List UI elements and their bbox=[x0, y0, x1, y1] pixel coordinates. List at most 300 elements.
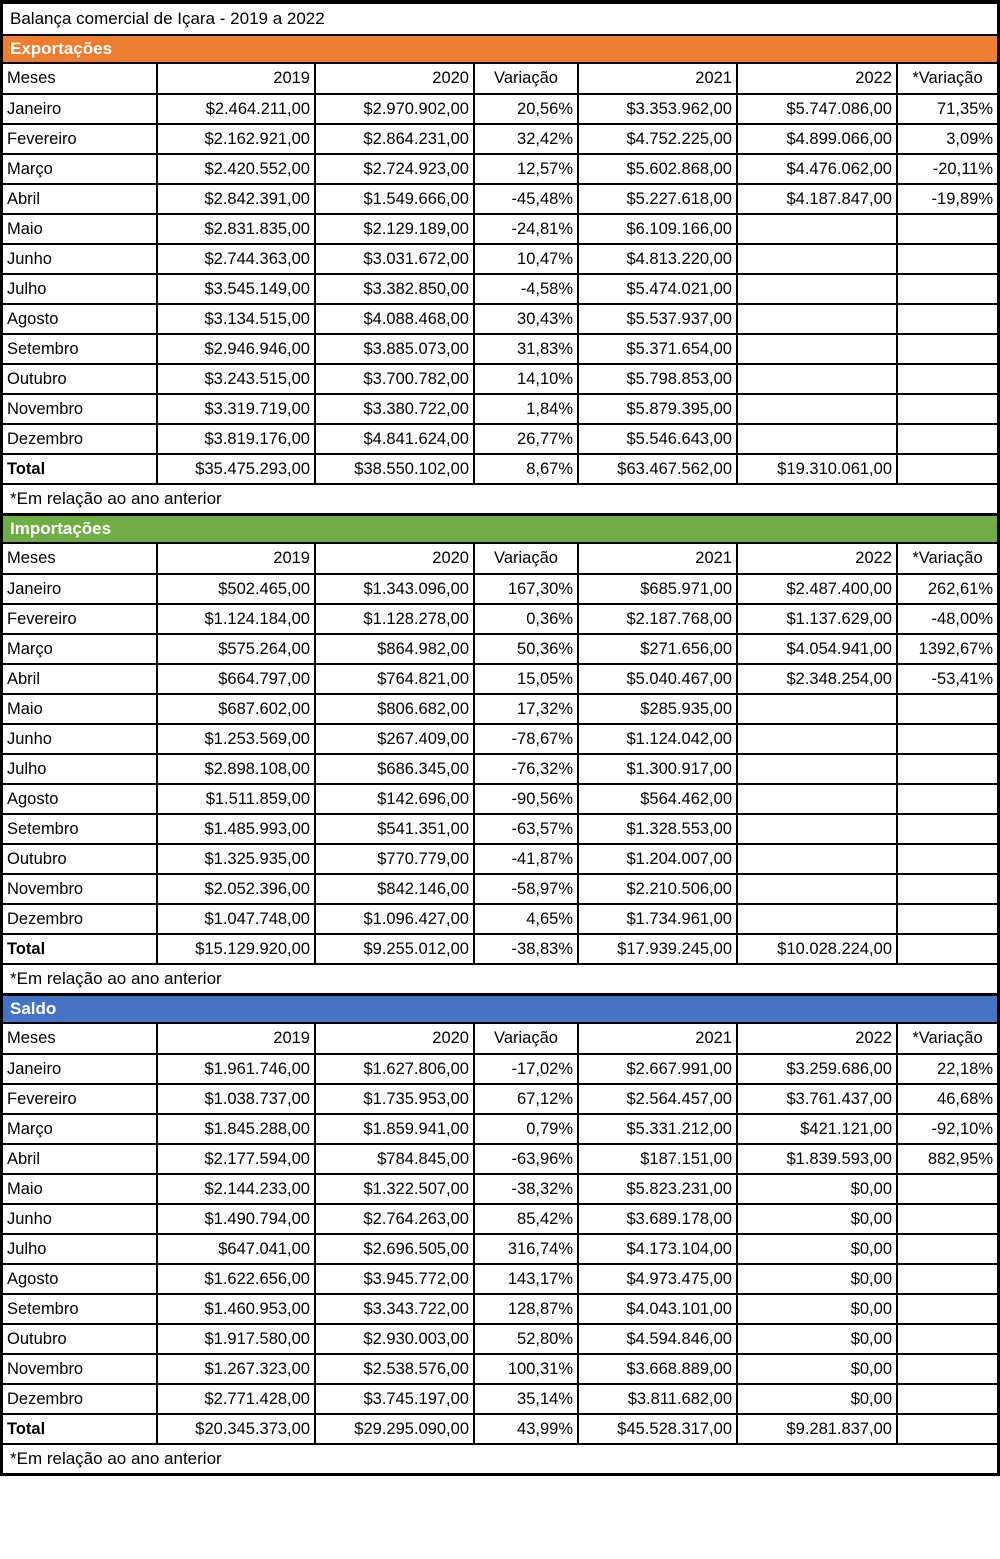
table-row bbox=[3, 694, 997, 724]
column-header: *Variação bbox=[897, 1024, 997, 1054]
total-cell: $45.528.317,00 bbox=[578, 1414, 737, 1444]
total-cell: 8,67% bbox=[474, 454, 578, 484]
total-cell: $17.939.245,00 bbox=[578, 934, 737, 964]
month-cell: Setembro bbox=[3, 334, 157, 364]
value-cell: $2.420.552,00 bbox=[157, 154, 315, 184]
value-cell: $2.464.211,00 bbox=[157, 94, 315, 124]
value-cell bbox=[897, 334, 997, 364]
table-row bbox=[3, 574, 997, 604]
column-header: 2019 bbox=[157, 64, 315, 94]
table-row bbox=[3, 604, 997, 634]
footnote: *Em relação ao ano anterior bbox=[10, 1449, 222, 1468]
column-header: Meses bbox=[3, 544, 157, 574]
value-cell: $1.267.323,00 bbox=[157, 1354, 315, 1384]
value-cell: $1.917.580,00 bbox=[157, 1324, 315, 1354]
value-cell bbox=[737, 304, 897, 334]
total-cell: 43,99% bbox=[474, 1414, 578, 1444]
value-cell: $5.537.937,00 bbox=[578, 304, 737, 334]
value-cell: 26,77% bbox=[474, 424, 578, 454]
value-cell: $3.545.149,00 bbox=[157, 274, 315, 304]
value-cell bbox=[897, 214, 997, 244]
value-cell: $806.682,00 bbox=[315, 694, 474, 724]
value-cell: $0,00 bbox=[737, 1204, 897, 1234]
value-cell: $1.627.806,00 bbox=[315, 1054, 474, 1084]
value-cell: 1,84% bbox=[474, 394, 578, 424]
value-cell: $421.121,00 bbox=[737, 1114, 897, 1144]
month-cell: Dezembro bbox=[3, 904, 157, 934]
table-row bbox=[3, 184, 997, 214]
value-cell: $647.041,00 bbox=[157, 1234, 315, 1264]
value-cell: $1.038.737,00 bbox=[157, 1084, 315, 1114]
value-cell: $1.253.569,00 bbox=[157, 724, 315, 754]
table-body bbox=[3, 94, 997, 454]
value-cell: -92,10% bbox=[897, 1114, 997, 1144]
value-cell: $0,00 bbox=[737, 1234, 897, 1264]
value-cell: 128,87% bbox=[474, 1294, 578, 1324]
table-row bbox=[3, 814, 997, 844]
value-cell: $187.151,00 bbox=[578, 1144, 737, 1174]
value-cell: $1.485.993,00 bbox=[157, 814, 315, 844]
value-cell: $2.771.428,00 bbox=[157, 1384, 315, 1414]
table-row bbox=[3, 754, 997, 784]
table-row bbox=[3, 274, 997, 304]
value-cell: $4.054.941,00 bbox=[737, 634, 897, 664]
value-cell: $842.146,00 bbox=[315, 874, 474, 904]
value-cell bbox=[897, 424, 997, 454]
value-cell: $3.353.962,00 bbox=[578, 94, 737, 124]
value-cell: $6.109.166,00 bbox=[578, 214, 737, 244]
value-cell: -19,89% bbox=[897, 184, 997, 214]
value-cell: $5.227.618,00 bbox=[578, 184, 737, 214]
table-row bbox=[3, 1174, 997, 1204]
month-cell: Janeiro bbox=[3, 94, 157, 124]
value-cell: 46,68% bbox=[897, 1084, 997, 1114]
value-cell: $0,00 bbox=[737, 1174, 897, 1204]
value-cell: 17,32% bbox=[474, 694, 578, 724]
value-cell bbox=[897, 304, 997, 334]
total-cell: $63.467.562,00 bbox=[578, 454, 737, 484]
value-cell: 30,43% bbox=[474, 304, 578, 334]
section-importacoes bbox=[3, 516, 997, 996]
section-header-importacoes: Importações bbox=[3, 516, 997, 544]
month-cell: Janeiro bbox=[3, 574, 157, 604]
value-cell bbox=[737, 424, 897, 454]
column-header: 2020 bbox=[315, 1024, 474, 1054]
total-cell: $9.281.837,00 bbox=[737, 1414, 897, 1444]
value-cell: $2.177.594,00 bbox=[157, 1144, 315, 1174]
value-cell: $285.935,00 bbox=[578, 694, 737, 724]
month-cell: Junho bbox=[3, 244, 157, 274]
value-cell: $5.747.086,00 bbox=[737, 94, 897, 124]
table-row bbox=[3, 664, 997, 694]
month-cell: Outubro bbox=[3, 1324, 157, 1354]
value-cell: $4.973.475,00 bbox=[578, 1264, 737, 1294]
value-cell bbox=[897, 904, 997, 934]
value-cell: -76,32% bbox=[474, 754, 578, 784]
value-cell: $5.879.395,00 bbox=[578, 394, 737, 424]
value-cell: $575.264,00 bbox=[157, 634, 315, 664]
column-header: 2020 bbox=[315, 544, 474, 574]
value-cell: $2.898.108,00 bbox=[157, 754, 315, 784]
column-header: Variação bbox=[474, 64, 578, 94]
month-cell: Junho bbox=[3, 724, 157, 754]
table-row bbox=[3, 244, 997, 274]
total-cell: -38,83% bbox=[474, 934, 578, 964]
value-cell: $3.745.197,00 bbox=[315, 1384, 474, 1414]
value-cell: 85,42% bbox=[474, 1204, 578, 1234]
value-cell: -4,58% bbox=[474, 274, 578, 304]
month-cell: Abril bbox=[3, 184, 157, 214]
month-cell: Dezembro bbox=[3, 424, 157, 454]
value-cell: 35,14% bbox=[474, 1384, 578, 1414]
table-row bbox=[3, 124, 997, 154]
column-header: Meses bbox=[3, 1024, 157, 1054]
value-cell: $3.382.850,00 bbox=[315, 274, 474, 304]
value-cell: $4.173.104,00 bbox=[578, 1234, 737, 1264]
value-cell: $2.930.003,00 bbox=[315, 1324, 474, 1354]
value-cell: $687.602,00 bbox=[157, 694, 315, 724]
table-row bbox=[3, 724, 997, 754]
month-cell: Setembro bbox=[3, 1294, 157, 1324]
table-row bbox=[3, 1054, 997, 1084]
value-cell: 167,30% bbox=[474, 574, 578, 604]
value-cell: $1.128.278,00 bbox=[315, 604, 474, 634]
table-row bbox=[3, 1384, 997, 1414]
table-row bbox=[3, 154, 997, 184]
value-cell: $2.187.768,00 bbox=[578, 604, 737, 634]
value-cell bbox=[897, 1384, 997, 1414]
total-cell: $10.028.224,00 bbox=[737, 934, 897, 964]
value-cell bbox=[897, 814, 997, 844]
value-cell: $2.564.457,00 bbox=[578, 1084, 737, 1114]
value-cell: $5.798.853,00 bbox=[578, 364, 737, 394]
header-row bbox=[3, 64, 997, 94]
month-cell: Julho bbox=[3, 274, 157, 304]
value-cell bbox=[737, 724, 897, 754]
value-cell: $1.124.184,00 bbox=[157, 604, 315, 634]
total-row bbox=[3, 934, 997, 964]
value-cell bbox=[897, 754, 997, 784]
value-cell: $2.842.391,00 bbox=[157, 184, 315, 214]
table-row bbox=[3, 1324, 997, 1354]
month-cell: Agosto bbox=[3, 304, 157, 334]
value-cell: $3.134.515,00 bbox=[157, 304, 315, 334]
value-cell: $2.744.363,00 bbox=[157, 244, 315, 274]
table-row bbox=[3, 1354, 997, 1384]
value-cell: $2.487.400,00 bbox=[737, 574, 897, 604]
value-cell: $2.210.506,00 bbox=[578, 874, 737, 904]
value-cell: $0,00 bbox=[737, 1264, 897, 1294]
total-cell: $38.550.102,00 bbox=[315, 454, 474, 484]
value-cell: $1.490.794,00 bbox=[157, 1204, 315, 1234]
total-cell: $9.255.012,00 bbox=[315, 934, 474, 964]
value-cell: $5.040.467,00 bbox=[578, 664, 737, 694]
value-cell: $1.511.859,00 bbox=[157, 784, 315, 814]
value-cell: $541.351,00 bbox=[315, 814, 474, 844]
value-cell: $271.656,00 bbox=[578, 634, 737, 664]
value-cell: 143,17% bbox=[474, 1264, 578, 1294]
value-cell bbox=[737, 814, 897, 844]
month-cell: Novembro bbox=[3, 394, 157, 424]
value-cell: $4.752.225,00 bbox=[578, 124, 737, 154]
month-cell: Outubro bbox=[3, 364, 157, 394]
value-cell: $0,00 bbox=[737, 1354, 897, 1384]
month-cell: Agosto bbox=[3, 1264, 157, 1294]
total-cell: $35.475.293,00 bbox=[157, 454, 315, 484]
value-cell: -45,48% bbox=[474, 184, 578, 214]
value-cell: $142.696,00 bbox=[315, 784, 474, 814]
footnote: *Em relação ao ano anterior bbox=[3, 965, 997, 996]
column-header: 2022 bbox=[737, 544, 897, 574]
value-cell bbox=[737, 784, 897, 814]
value-cell: $3.689.178,00 bbox=[578, 1204, 737, 1234]
month-cell: Janeiro bbox=[3, 1054, 157, 1084]
month-cell: Novembro bbox=[3, 874, 157, 904]
total-cell bbox=[897, 454, 997, 484]
column-header: *Variação bbox=[897, 544, 997, 574]
value-cell: 14,10% bbox=[474, 364, 578, 394]
value-cell: $1.325.935,00 bbox=[157, 844, 315, 874]
value-cell: 71,35% bbox=[897, 94, 997, 124]
value-cell: $3.945.772,00 bbox=[315, 1264, 474, 1294]
value-cell: -20,11% bbox=[897, 154, 997, 184]
value-cell: $4.899.066,00 bbox=[737, 124, 897, 154]
table-row bbox=[3, 844, 997, 874]
page-title: Balança comercial de Içara - 2019 a 2022 bbox=[3, 4, 997, 36]
column-header: 2020 bbox=[315, 64, 474, 94]
value-cell: $2.970.902,00 bbox=[315, 94, 474, 124]
table-row bbox=[3, 904, 997, 934]
value-cell: $685.971,00 bbox=[578, 574, 737, 604]
value-cell: $3.319.719,00 bbox=[157, 394, 315, 424]
total-cell: Total bbox=[3, 934, 157, 964]
month-cell: Julho bbox=[3, 754, 157, 784]
value-cell: $2.538.576,00 bbox=[315, 1354, 474, 1384]
value-cell bbox=[737, 334, 897, 364]
value-cell: $2.864.231,00 bbox=[315, 124, 474, 154]
value-cell bbox=[897, 724, 997, 754]
column-header: 2021 bbox=[578, 64, 737, 94]
value-cell: $1.137.629,00 bbox=[737, 604, 897, 634]
table-row bbox=[3, 784, 997, 814]
value-cell: $2.724.923,00 bbox=[315, 154, 474, 184]
value-cell: 100,31% bbox=[474, 1354, 578, 1384]
table-row bbox=[3, 1114, 997, 1144]
column-header: *Variação bbox=[897, 64, 997, 94]
value-cell: $2.831.835,00 bbox=[157, 214, 315, 244]
header-row bbox=[3, 1024, 997, 1054]
total-cell: Total bbox=[3, 454, 157, 484]
value-cell bbox=[897, 1174, 997, 1204]
table-row bbox=[3, 1294, 997, 1324]
month-cell: Maio bbox=[3, 214, 157, 244]
value-cell: $0,00 bbox=[737, 1324, 897, 1354]
column-header: 2019 bbox=[157, 1024, 315, 1054]
value-cell: -41,87% bbox=[474, 844, 578, 874]
value-cell bbox=[737, 694, 897, 724]
value-cell bbox=[737, 244, 897, 274]
month-cell: Maio bbox=[3, 1174, 157, 1204]
value-cell: 882,95% bbox=[897, 1144, 997, 1174]
month-cell: Agosto bbox=[3, 784, 157, 814]
value-cell: $1.322.507,00 bbox=[315, 1174, 474, 1204]
value-cell: 22,18% bbox=[897, 1054, 997, 1084]
month-cell: Abril bbox=[3, 1144, 157, 1174]
value-cell: 0,36% bbox=[474, 604, 578, 634]
value-cell: -63,57% bbox=[474, 814, 578, 844]
value-cell: $5.823.231,00 bbox=[578, 1174, 737, 1204]
value-cell: $2.129.189,00 bbox=[315, 214, 474, 244]
value-cell: $5.331.212,00 bbox=[578, 1114, 737, 1144]
column-header: Meses bbox=[3, 64, 157, 94]
value-cell: $1.859.941,00 bbox=[315, 1114, 474, 1144]
value-cell: $3.811.682,00 bbox=[578, 1384, 737, 1414]
value-cell: $1.961.746,00 bbox=[157, 1054, 315, 1084]
value-cell: $2.696.505,00 bbox=[315, 1234, 474, 1264]
value-cell: $1.734.961,00 bbox=[578, 904, 737, 934]
value-cell: $3.761.437,00 bbox=[737, 1084, 897, 1114]
value-cell: $502.465,00 bbox=[157, 574, 315, 604]
value-cell: $664.797,00 bbox=[157, 664, 315, 694]
value-cell: $0,00 bbox=[737, 1384, 897, 1414]
value-cell: $5.602.868,00 bbox=[578, 154, 737, 184]
value-cell bbox=[897, 874, 997, 904]
value-cell bbox=[737, 844, 897, 874]
value-cell: 316,74% bbox=[474, 1234, 578, 1264]
value-cell: $4.187.847,00 bbox=[737, 184, 897, 214]
month-cell: Abril bbox=[3, 664, 157, 694]
value-cell: $1.622.656,00 bbox=[157, 1264, 315, 1294]
value-cell: -58,97% bbox=[474, 874, 578, 904]
value-cell: $2.162.921,00 bbox=[157, 124, 315, 154]
value-cell bbox=[897, 1234, 997, 1264]
header-row bbox=[3, 544, 997, 574]
footnote: *Em relação ao ano anterior bbox=[3, 485, 997, 516]
table-row bbox=[3, 1144, 997, 1174]
value-cell: $686.345,00 bbox=[315, 754, 474, 784]
value-cell: $4.841.624,00 bbox=[315, 424, 474, 454]
value-cell: $3.668.889,00 bbox=[578, 1354, 737, 1384]
value-cell bbox=[737, 214, 897, 244]
value-cell: 10,47% bbox=[474, 244, 578, 274]
value-cell: 12,57% bbox=[474, 154, 578, 184]
value-cell: $5.371.654,00 bbox=[578, 334, 737, 364]
month-cell: Setembro bbox=[3, 814, 157, 844]
value-cell: 50,36% bbox=[474, 634, 578, 664]
value-cell: $1.124.042,00 bbox=[578, 724, 737, 754]
value-cell bbox=[897, 394, 997, 424]
value-cell: $784.845,00 bbox=[315, 1144, 474, 1174]
value-cell bbox=[737, 904, 897, 934]
value-cell: $770.779,00 bbox=[315, 844, 474, 874]
value-cell: -24,81% bbox=[474, 214, 578, 244]
value-cell: $3.343.722,00 bbox=[315, 1294, 474, 1324]
value-cell bbox=[897, 1294, 997, 1324]
value-cell bbox=[897, 244, 997, 274]
value-cell: $1.328.553,00 bbox=[578, 814, 737, 844]
value-cell: $5.546.643,00 bbox=[578, 424, 737, 454]
value-cell: 32,42% bbox=[474, 124, 578, 154]
value-cell: $3.885.073,00 bbox=[315, 334, 474, 364]
value-cell: $4.088.468,00 bbox=[315, 304, 474, 334]
value-cell: -48,00% bbox=[897, 604, 997, 634]
value-cell: $1.460.953,00 bbox=[157, 1294, 315, 1324]
month-cell: Fevereiro bbox=[3, 604, 157, 634]
value-cell: $1.047.748,00 bbox=[157, 904, 315, 934]
total-cell: $15.129.920,00 bbox=[157, 934, 315, 964]
total-row bbox=[3, 1414, 997, 1444]
exportacoes-table bbox=[3, 64, 997, 485]
month-cell: Junho bbox=[3, 1204, 157, 1234]
value-cell: $4.594.846,00 bbox=[578, 1324, 737, 1354]
value-cell: $4.476.062,00 bbox=[737, 154, 897, 184]
value-cell: $0,00 bbox=[737, 1294, 897, 1324]
total-cell bbox=[897, 934, 997, 964]
value-cell: $1.839.593,00 bbox=[737, 1144, 897, 1174]
value-cell: $3.700.782,00 bbox=[315, 364, 474, 394]
value-cell bbox=[897, 1204, 997, 1234]
table-row bbox=[3, 364, 997, 394]
table-body bbox=[3, 1054, 997, 1414]
section-exportacoes bbox=[3, 36, 997, 516]
total-cell: $20.345.373,00 bbox=[157, 1414, 315, 1444]
value-cell: $3.380.722,00 bbox=[315, 394, 474, 424]
table-row bbox=[3, 304, 997, 334]
section-header-saldo: Saldo bbox=[3, 996, 997, 1024]
month-cell: Novembro bbox=[3, 1354, 157, 1384]
value-cell bbox=[737, 364, 897, 394]
month-cell: Maio bbox=[3, 694, 157, 724]
value-cell: $2.667.991,00 bbox=[578, 1054, 737, 1084]
value-cell bbox=[897, 364, 997, 394]
value-cell: 3,09% bbox=[897, 124, 997, 154]
value-cell: 15,05% bbox=[474, 664, 578, 694]
table-row bbox=[3, 1234, 997, 1264]
value-cell: $1.204.007,00 bbox=[578, 844, 737, 874]
month-cell: Outubro bbox=[3, 844, 157, 874]
value-cell: 262,61% bbox=[897, 574, 997, 604]
value-cell bbox=[897, 844, 997, 874]
table-row bbox=[3, 1264, 997, 1294]
value-cell: $267.409,00 bbox=[315, 724, 474, 754]
value-cell: $1.549.666,00 bbox=[315, 184, 474, 214]
value-cell bbox=[897, 1264, 997, 1294]
value-cell: $1.845.288,00 bbox=[157, 1114, 315, 1144]
value-cell: $564.462,00 bbox=[578, 784, 737, 814]
importacoes-table bbox=[3, 544, 997, 965]
value-cell: $764.821,00 bbox=[315, 664, 474, 694]
month-cell: Dezembro bbox=[3, 1384, 157, 1414]
value-cell: 67,12% bbox=[474, 1084, 578, 1114]
value-cell bbox=[737, 874, 897, 904]
value-cell: $2.144.233,00 bbox=[157, 1174, 315, 1204]
month-cell: Julho bbox=[3, 1234, 157, 1264]
month-cell: Março bbox=[3, 154, 157, 184]
value-cell: 0,79% bbox=[474, 1114, 578, 1144]
value-cell bbox=[897, 1354, 997, 1384]
value-cell: $1.300.917,00 bbox=[578, 754, 737, 784]
value-cell: $2.764.263,00 bbox=[315, 1204, 474, 1234]
table-row bbox=[3, 334, 997, 364]
table-body bbox=[3, 574, 997, 934]
total-cell: Total bbox=[3, 1414, 157, 1444]
value-cell: -90,56% bbox=[474, 784, 578, 814]
column-header: Variação bbox=[474, 1024, 578, 1054]
value-cell: $864.982,00 bbox=[315, 634, 474, 664]
month-cell: Março bbox=[3, 1114, 157, 1144]
table-row bbox=[3, 214, 997, 244]
column-header: 2019 bbox=[157, 544, 315, 574]
